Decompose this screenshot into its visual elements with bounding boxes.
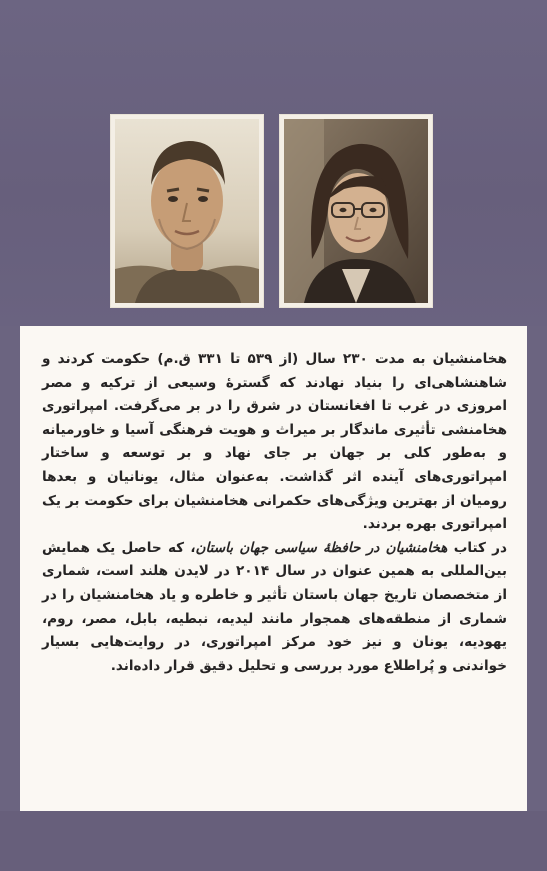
man-portrait-image xyxy=(115,119,259,303)
author-photo-man xyxy=(111,115,263,307)
description-paragraph-1: هخامنشیان به مدت ۲۳۰ سال (از ۵۳۹ تا ۳۳۱ ق.م) حکومت کردند و شاهنشاهی‌ای را بنیاد نهادند که گسترهٔ وسیعی از ترکیه و مصر امروزی در غرب تا افغانستان در شرق را در بر می‌گرفت. امپراتوری هخامنشی تأثیری ماندگار بر میراث و هویت فرهنگی آسیا و خاورمیانه و به‌طور کلی بر جهان بر جای نهاد و بر توسعه و ساختار امپراتوری‌های آینده اثر گذاشت. به‌عنوان مثال، یونانیان و بعدها رومیان از بهترین ویژگی‌های حکمرانی هخامنشیان برای حکومت بر یک امپراتوری بهره بردند. xyxy=(42,351,508,533)
woman-portrait-image xyxy=(284,119,428,303)
cover-top-band xyxy=(0,0,547,326)
paragraph-2-text-end: ، که حاصل یک همایش بین‌المللی به همین عنوان در سال ۲۰۱۴ در لایدن هلند است، شماری از متخصصان تاریخ جهان باستان تأثیر و خاطره و یاد هخامنشیان را در شماری از منطقه‌های همجوار مانند لیدیه، نبطیه، بابل، مصر، روم، یهودیه، یونان و نیز خود مرکز امپراتوری، در روایت‌هایی بسیار خواندنی و پُراطلاع مورد بررسی و تحلیل دقیق قرار داده‌اند. xyxy=(42,539,507,674)
description-panel xyxy=(20,326,527,811)
cover-bottom-band xyxy=(0,811,547,871)
description-paragraph-2 xyxy=(42,537,507,679)
author-photo-woman xyxy=(280,115,432,307)
paragraph-2-text-start: در کتاب xyxy=(447,539,507,556)
book-title-italic: هخامنشیان در حافظهٔ سیاسی جهان باستان xyxy=(195,539,448,556)
